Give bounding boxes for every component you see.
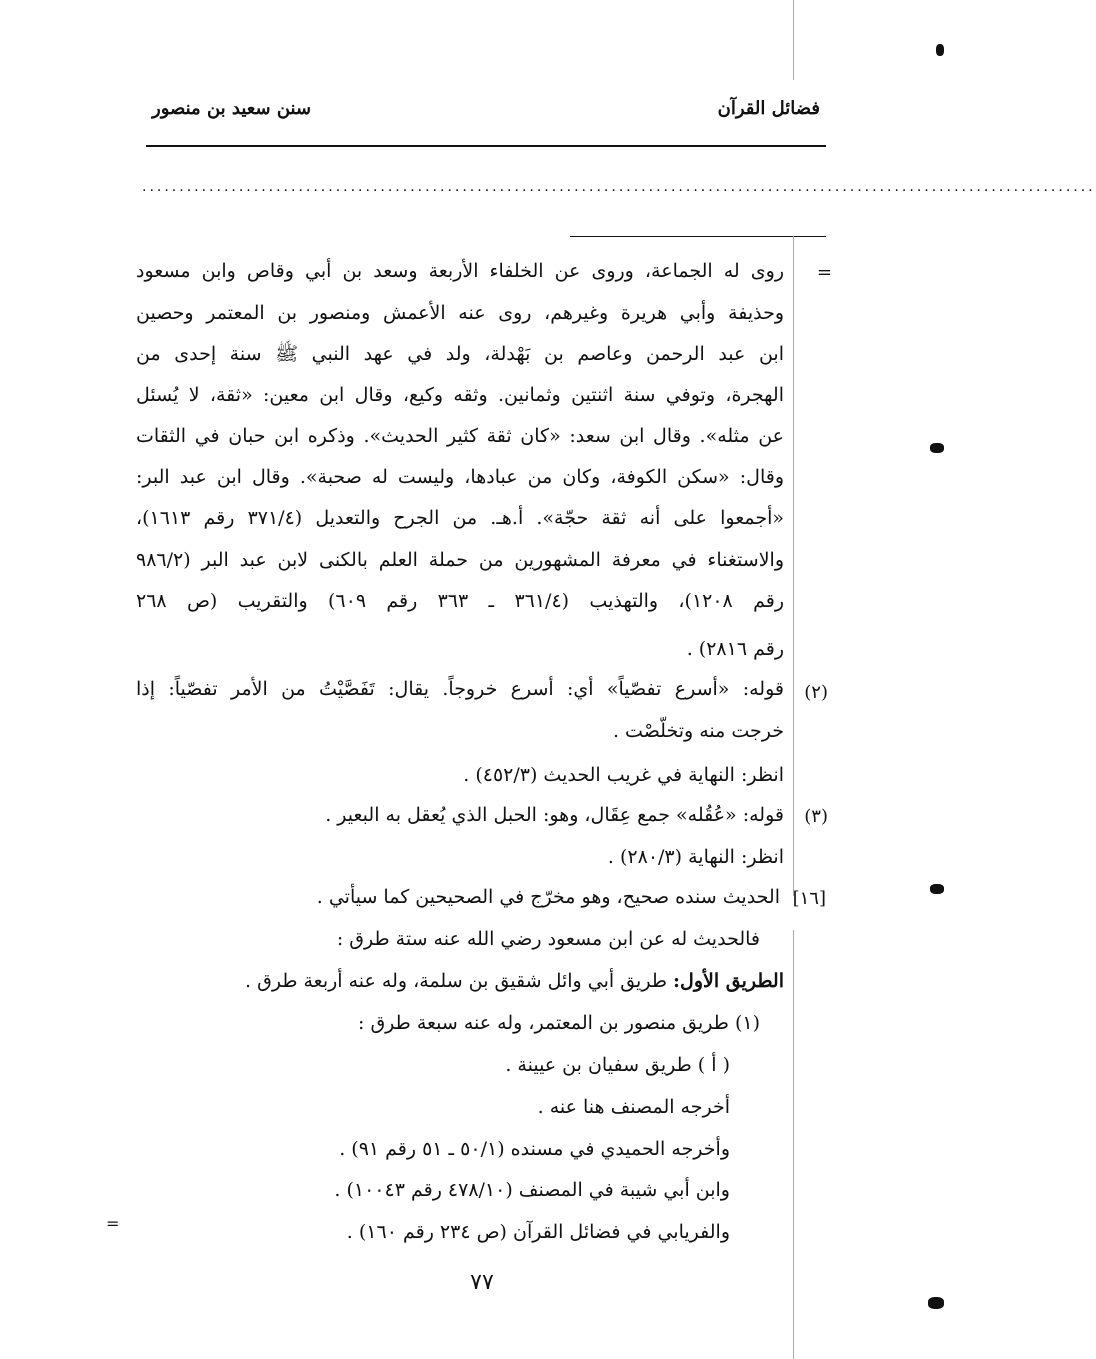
book-title: سنن سعيد بن منصور [152, 98, 312, 119]
footnote-line: «أجمعوا على أنه ثقة حجّة». أ.هـ. من الجرح والتعديل (٣٧١/٤ رقم ١٦١٣)، [136, 507, 784, 529]
note-reference: انظر: النهاية في غريب الحديث (٤٥٢/٣) . [463, 764, 784, 786]
footnote-line: والاستغناء في معرفة المشهورين من حملة العلم بالكنى لابن عبد البر (٩٨٦/٢ [136, 549, 784, 571]
path-description: طريق أبي وائل شقيق بن سلمة، وله عنه أربعة طرق . [245, 970, 673, 992]
source-line: وابن أبي شيبة في المصنف (٤٧٨/١٠ رقم ١٠٠٤٣) . [334, 1179, 730, 1201]
footnote-rule [570, 236, 826, 237]
hadith-number: [١٦] [792, 888, 826, 909]
scan-blot [936, 44, 944, 56]
note-marker: (٢) [804, 682, 828, 703]
footnote-line: الهجرة، وتوفي سنة اثنتين وثمانين. وثقه وكيع، وقال ابن معين: «ثقة، لا يُسئل [136, 384, 784, 406]
footnote-line: ابن عبد الرحمن وعاصم بن بَهْدلة، ولد في عهد النبي ﷺ سنة إحدى من [136, 343, 784, 365]
margin-line [793, 930, 794, 1359]
footnote-line: روى له الجماعة، وروى عن الخلفاء الأربعة وسعد بن أبي وقاص وابن مسعود [136, 260, 784, 282]
margin-mark: = [106, 1214, 120, 1233]
sub-path-line: (١) طريق منصور بن المعتمر، وله عنه سبعة طرق : [358, 1012, 760, 1034]
source-line: وأخرجه الحميدي في مسنده (٥٠/١ ـ ٥١ رقم ٩١) . [339, 1138, 730, 1160]
scan-blot [930, 443, 944, 453]
footnote-line: وحذيفة وأبي هريرة وغيرهم، روى عنه الأعمش ومنصور بن المعتمر وحصين [136, 302, 784, 324]
header-rule [146, 145, 826, 147]
source-line: والفريابي في فضائل القرآن (ص ٢٣٤ رقم ١٦٠) . [346, 1221, 730, 1243]
note-line: خرجت منه وتخلّصْت . [612, 720, 784, 742]
footnote-line: رقم ١٢٠٨)، والتهذيب (٣٦١/٤ ـ ٣٦٣ رقم ٦٠٩) والتقريب (ص ٢٦٨ [136, 590, 784, 612]
path-heading-line [245, 966, 784, 996]
dotted-separator: ................................................................................................................................ [142, 179, 1096, 195]
footnote-line: وقال: «سكن الكوفة، وكان من عبادها، وليست له صحبة». وقال ابن عبد البر: [136, 466, 784, 488]
footnote-line: رقم ٢٨١٦) . [686, 638, 784, 660]
sub-path-line: ( أ ) طريق سفيان بن عيينة . [505, 1054, 730, 1076]
page-number: ٧٧ [470, 1270, 494, 1295]
hadith-line: فالحديث له عن ابن مسعود رضي الله عنه ستة طرق : [336, 928, 760, 950]
margin-line [793, 236, 794, 896]
note-reference: انظر: النهاية (٢٨٠/٣) . [607, 846, 784, 868]
chapter-title: فضائل القرآن [717, 98, 820, 119]
hadith-line: الحديث سنده صحيح، وهو مخرّج في الصحيحين كما سيأتي . [316, 886, 780, 908]
source-line: أخرجه المصنف هنا عنه . [537, 1096, 730, 1118]
continuation-mark: = [816, 262, 832, 283]
margin-line [793, 0, 794, 80]
scan-blot [928, 1297, 944, 1309]
scan-blot [930, 884, 944, 894]
footnote-line: عن مثله». وقال ابن سعد: «كان ثقة كثير الحديث». وذكره ابن حبان في الثقات [136, 425, 784, 447]
note-line: قوله: «عُقُله» جمع عِقَال، وهو: الحبل الذي يُعقل به البعير . [325, 804, 784, 826]
note-line: قوله: «أسرع تفصّياً» أي: أسرع خروجاً. يقال: تَفَصَّيْتُ من الأمر تفصّياً: إذا [136, 678, 784, 700]
path-heading: الطريق الأول: [673, 970, 784, 992]
note-marker: (٣) [804, 806, 828, 827]
